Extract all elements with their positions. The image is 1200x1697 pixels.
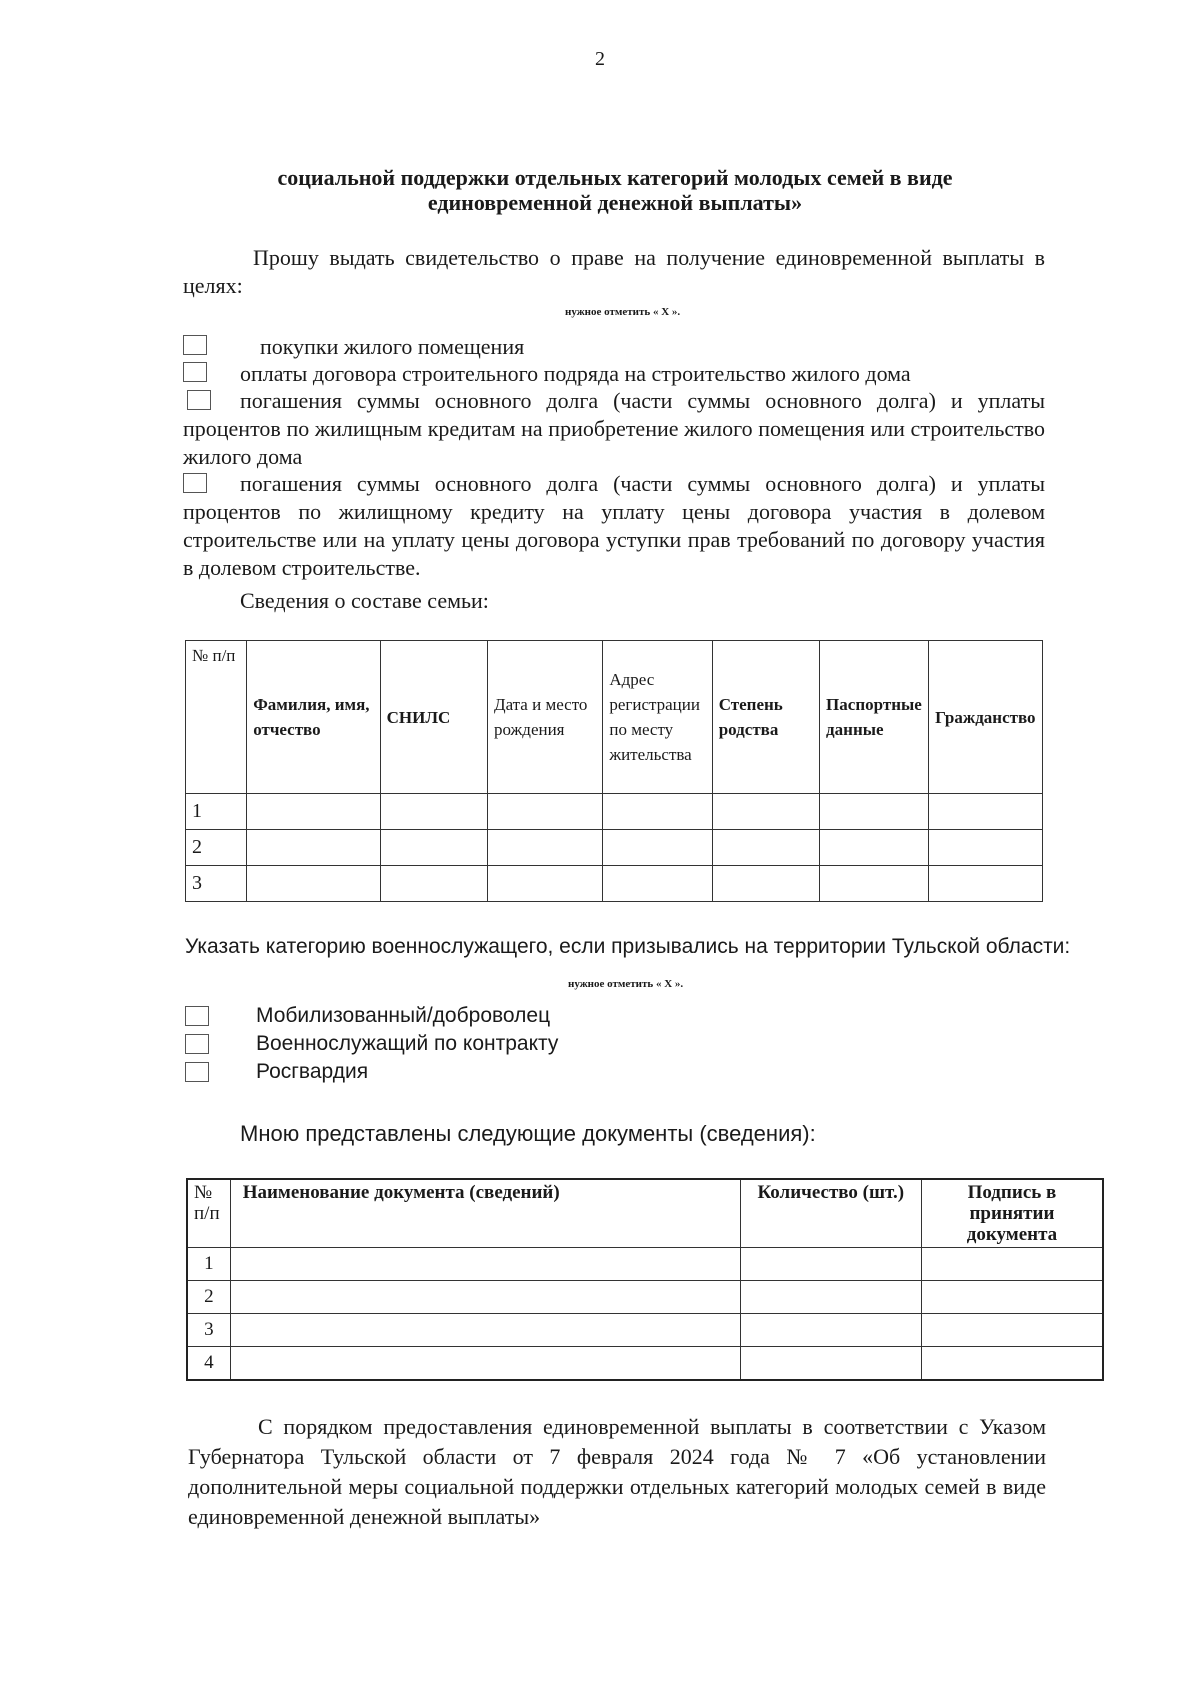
header-cell: Дата и место рождения	[487, 641, 602, 794]
military-option-label: Росгвардия	[256, 1060, 369, 1083]
table-header-row	[186, 641, 1043, 794]
row-number: 2	[187, 1281, 230, 1314]
table-cell[interactable]	[247, 794, 380, 830]
table-cell[interactable]	[820, 866, 929, 902]
table-row	[187, 1314, 1103, 1347]
closing-text: С порядком предоставления единовременной выплаты в соответствии с Указом Губернатора Тульской области от 7 февраля 2024 года № 7 «Об установлении дополнительной меры социальной поддержки отдельных категорий молодых семей в виде единовременной денежной выплаты»	[188, 1414, 1046, 1529]
table-cell[interactable]	[380, 794, 487, 830]
military-heading: Указать категорию военнослужащего, если призывались на территории Тульской области:	[185, 935, 1071, 958]
purpose-checkbox[interactable]	[183, 335, 207, 355]
table-row	[186, 794, 1043, 830]
table-cell[interactable]	[820, 830, 929, 866]
military-option-label: Мобилизованный/доброволец	[256, 1004, 551, 1027]
table-cell[interactable]	[740, 1281, 921, 1314]
table-row	[187, 1281, 1103, 1314]
table-cell[interactable]	[921, 1347, 1103, 1381]
military-option-label: Военнослужащий по контракту	[256, 1032, 559, 1055]
header-cell: Фамилия, имя, отчество	[247, 641, 380, 794]
table-cell[interactable]	[230, 1314, 740, 1347]
table-cell[interactable]	[929, 830, 1043, 866]
table-cell[interactable]	[380, 866, 487, 902]
table-cell[interactable]	[740, 1347, 921, 1381]
purpose-label: погашения суммы основного долга (части суммы основного долга) и уплаты процентов по жилищному кредиту на уплату цены договора участия в долевом строительстве или на уплату цены договора уступки прав требований по договору участия в долевом строительстве.	[183, 471, 1045, 580]
military-checkbox[interactable]	[185, 1006, 209, 1026]
table-row	[186, 866, 1043, 902]
table-cell[interactable]	[247, 830, 380, 866]
table-row	[187, 1248, 1103, 1281]
table-row	[187, 1347, 1103, 1381]
row-number: 3	[186, 866, 247, 902]
documents-table	[186, 1178, 1104, 1381]
header-cell: № п/п	[187, 1179, 230, 1248]
header-cell: Наименование документа (сведений)	[230, 1179, 740, 1248]
table-cell[interactable]	[921, 1281, 1103, 1314]
request-text: Прошу выдать свидетельство о праве на получение единовременной выплаты в целях:	[183, 245, 1045, 298]
table-cell[interactable]	[929, 794, 1043, 830]
purpose-label: покупки жилого помещения	[260, 334, 525, 359]
table-cell[interactable]	[230, 1347, 740, 1381]
header-cell: Паспортные данные	[820, 641, 929, 794]
table-cell[interactable]	[921, 1248, 1103, 1281]
mark-hint: нужное отметить « Х ».	[565, 306, 681, 318]
table-cell[interactable]	[929, 866, 1043, 902]
table-header-row	[187, 1179, 1103, 1248]
military-checkbox[interactable]	[185, 1034, 209, 1054]
title-line: социальной поддержки отдельных категорий молодых семей в виде	[277, 165, 953, 190]
table-cell[interactable]	[712, 866, 819, 902]
table-cell[interactable]	[740, 1248, 921, 1281]
table-cell[interactable]	[820, 794, 929, 830]
table-cell[interactable]	[712, 794, 819, 830]
military-hint: нужное отметить « Х ».	[568, 978, 684, 990]
table-cell[interactable]	[603, 794, 712, 830]
title-line: единовременной денежной выплаты»	[427, 190, 803, 215]
table-row	[186, 830, 1043, 866]
table-cell[interactable]	[487, 866, 602, 902]
row-number: 2	[186, 830, 247, 866]
family-table	[185, 640, 1043, 902]
header-cell: Количество (шт.)	[740, 1179, 921, 1248]
purpose-label: погашения суммы основного долга (части суммы основного долга) и уплаты процентов по жилищным кредитам на приобретение жилого помещения или строительство жилого дома	[183, 388, 1045, 469]
row-number: 1	[186, 794, 247, 830]
table-cell[interactable]	[247, 866, 380, 902]
header-cell: Адрес регистрации по месту жительства	[603, 641, 712, 794]
header-cell: № п/п	[186, 641, 247, 794]
header-cell: Степень родства	[712, 641, 819, 794]
table-cell[interactable]	[230, 1281, 740, 1314]
military-checkbox[interactable]	[185, 1062, 209, 1082]
table-cell[interactable]	[603, 866, 712, 902]
header-cell: Подпись в принятии документа	[921, 1179, 1103, 1248]
purpose-checkbox[interactable]	[183, 362, 207, 382]
docs-heading: Мною представлены следующие документы (сведения):	[240, 1121, 816, 1146]
table-cell[interactable]	[380, 830, 487, 866]
table-cell[interactable]	[921, 1314, 1103, 1347]
header-cell: СНИЛС	[380, 641, 487, 794]
purpose-label: оплаты договора строительного подряда на строительство жилого дома	[240, 361, 911, 386]
row-number: 4	[187, 1347, 230, 1381]
page-number: 2	[595, 48, 605, 70]
row-number: 1	[187, 1248, 230, 1281]
family-heading: Сведения о составе семьи:	[240, 588, 489, 613]
table-cell[interactable]	[230, 1248, 740, 1281]
table-cell[interactable]	[603, 830, 712, 866]
header-cell: Гражданство	[929, 641, 1043, 794]
table-cell[interactable]	[487, 794, 602, 830]
row-number: 3	[187, 1314, 230, 1347]
document-title	[180, 165, 1050, 215]
table-cell[interactable]	[712, 830, 819, 866]
table-cell[interactable]	[487, 830, 602, 866]
table-cell[interactable]	[740, 1314, 921, 1347]
